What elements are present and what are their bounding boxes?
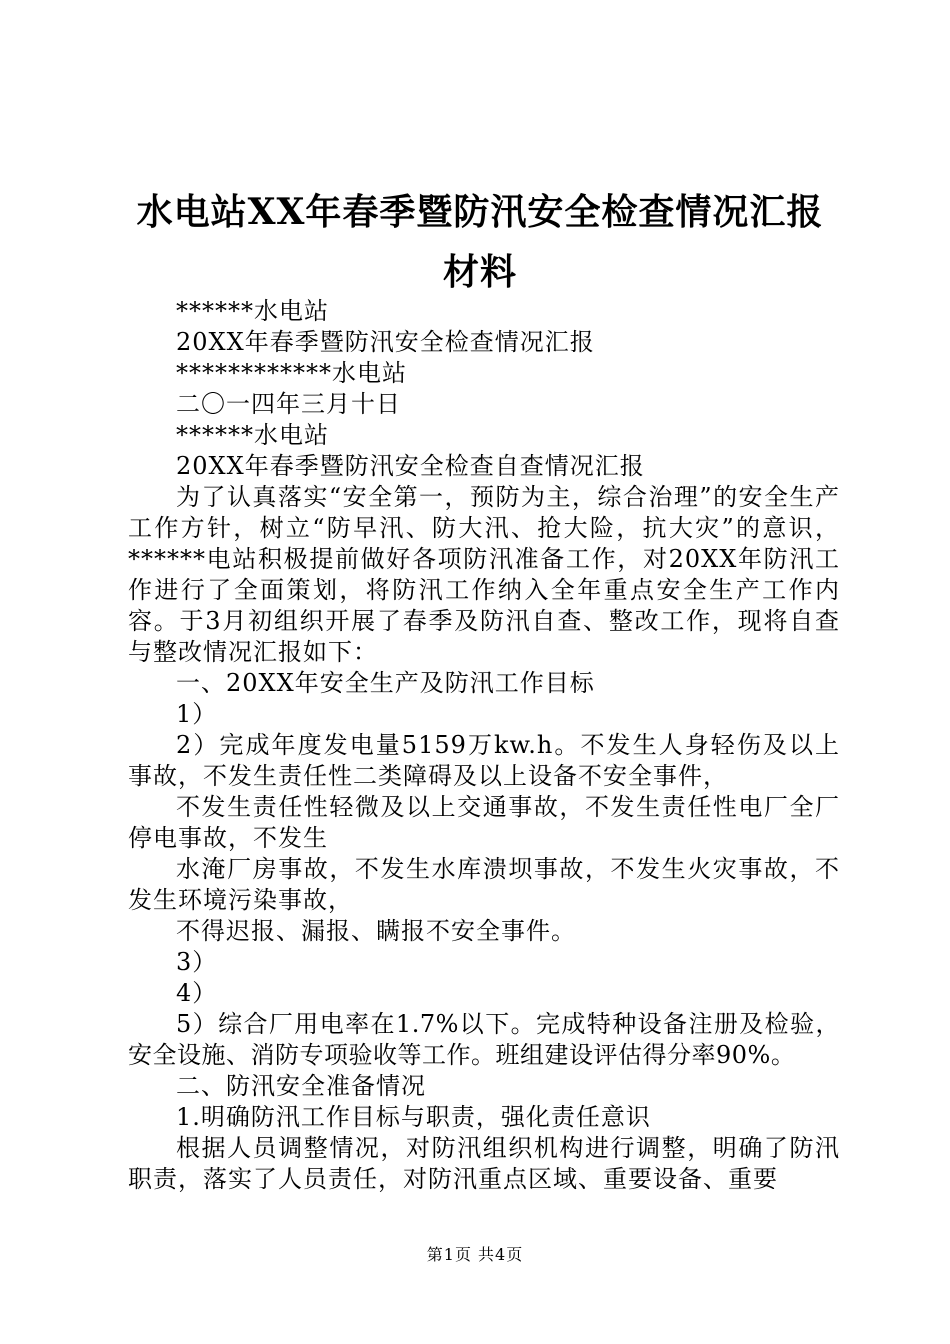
paragraph-duty-details: 根据人员调整情况，对防汛组织机构进行调整，明确了防汛职责，落实了人员责任，对防汛重点区域、重要设备、重要	[128, 1134, 840, 1193]
list-item-2-cont-1: 不发生责任性轻微及以上交通事故，不发生责任性电厂全厂停电事故，不发生	[128, 793, 840, 852]
paragraph-report-title-1: 20XX年春季暨防汛安全检查情况汇报	[176, 328, 595, 356]
document-title: 水电站XX年春季暨防汛安全检查情况汇报材料	[136, 191, 824, 293]
list-item-2-cont-3: 不得迟报、漏报、瞒报不安全事件。	[176, 917, 576, 945]
list-item-3: 3）	[176, 948, 218, 976]
page-number-footer: 第1页 共4页	[426, 1245, 524, 1264]
paragraph-date: 二〇一四年三月十日	[176, 390, 401, 418]
paragraph-report-title-2: 20XX年春季暨防汛安全检查自查情况汇报	[176, 452, 645, 480]
paragraph-intro: 为了认真落实“安全第一，预防为主，综合治理”的安全生产工作方针，树立“防早汛、防大汛、抢大险，抗大灾”的意识，******电站积极提前做好各项防汛准备工作，对20XX年防汛工作进行了全面策划，将防汛工作纳入全年重点安全生产工作内容。于3月初组织开展了春季及防汛自查、整改工作，现将自查与整改情况汇报如下：	[128, 483, 840, 666]
list-item-4: 4）	[176, 979, 218, 1007]
section-heading-1: 一、20XX年安全生产及防汛工作目标	[176, 669, 595, 697]
list-item-2: 2）完成年度发电量5159万kw.h。不发生人身轻伤及以上事故，不发生责任性二类障碍及以上设备不安全事件，	[128, 731, 840, 790]
section-heading-2: 二、防汛安全准备情况	[176, 1072, 426, 1100]
list-item-2-cont-2: 水淹厂房事故，不发生水库溃坝事故，不发生火灾事故，不发生环境污染事故，	[128, 855, 840, 914]
paragraph-station-name-2: ************水电站	[176, 359, 407, 387]
list-item-5: 5）综合厂用电率在1.7%以下。完成特种设备注册及检验，安全设施、消防专项验收等工作。班组建设评估得分率90%。	[128, 1010, 840, 1069]
subsection-heading-1: 1.明确防汛工作目标与职责，强化责任意识	[176, 1103, 651, 1131]
document-body	[128, 296, 840, 1195]
paragraph-station-name-1: ******水电站	[176, 297, 329, 325]
paragraph-station-name-3: ******水电站	[176, 421, 329, 449]
list-item-1: 1）	[176, 700, 218, 728]
